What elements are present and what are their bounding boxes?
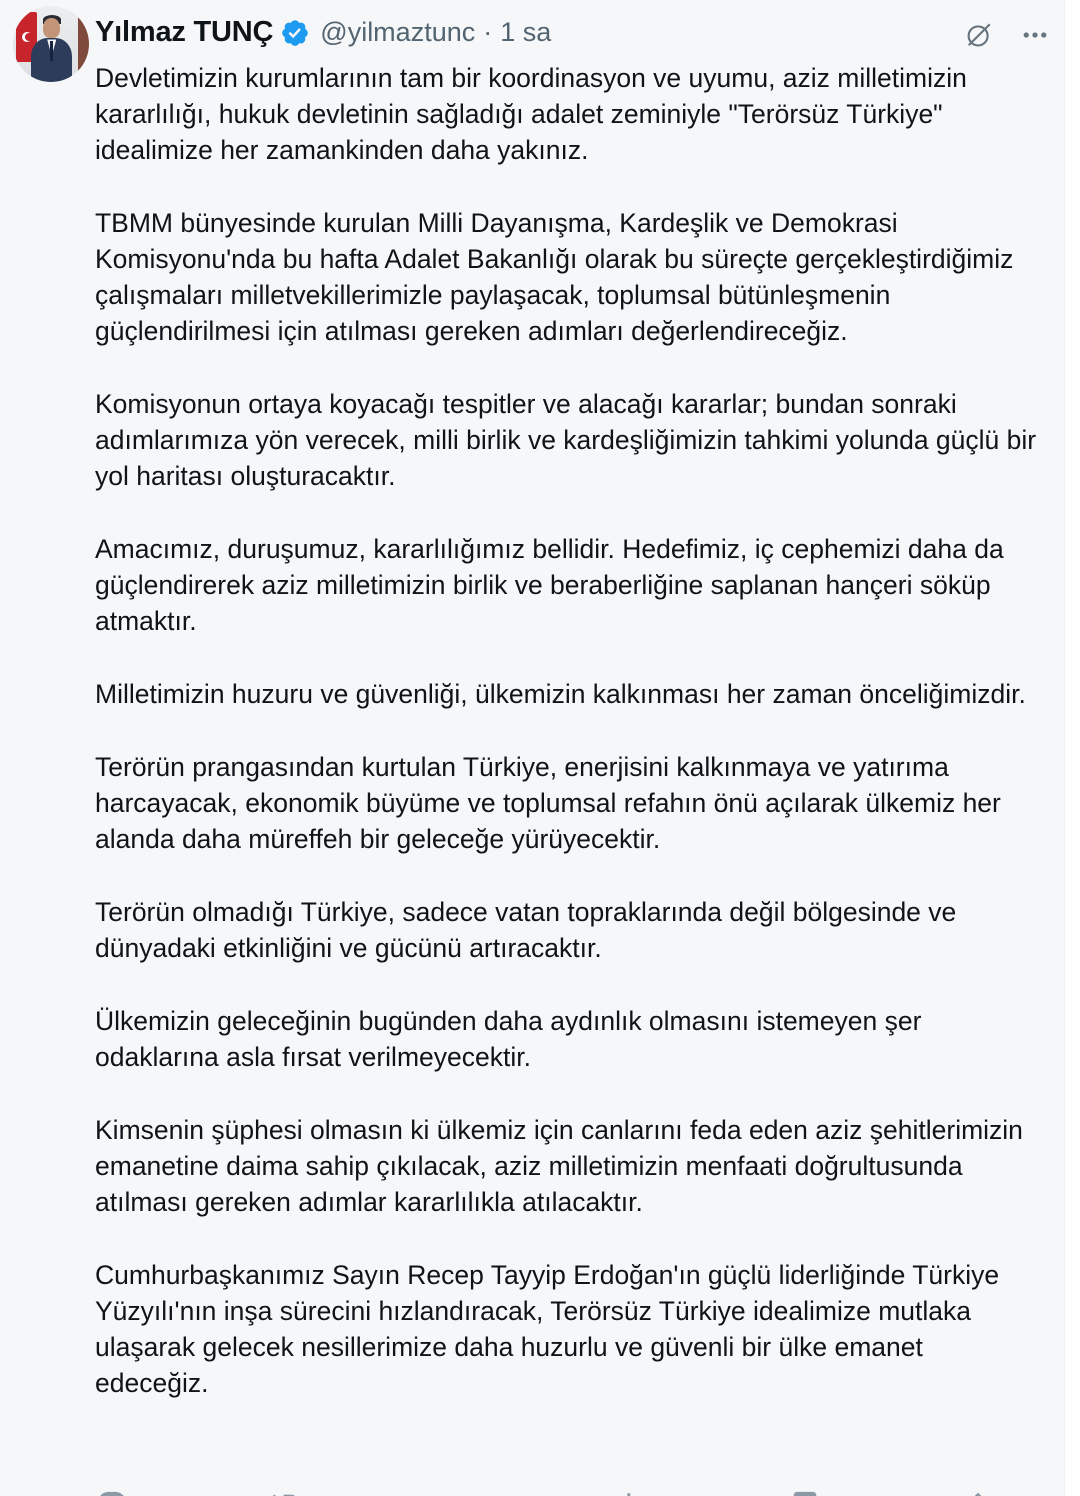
tweet-paragraph: Kimsenin şüphesi olmasın ki ülkemiz için canlarını feda eden aziz şehitlerimizin emanetine daima sahip çıkılacak, aziz milletimizin menfaati doğrultusunda atılması gereken adımlar kararlılıkla atılacaktır. (95, 1115, 1023, 1217)
header-actions (964, 16, 1050, 50)
author-name-row (95, 16, 551, 49)
tweet-paragraph: Terörün olmadığı Türkiye, sadece vatan topraklarında değil bölgesinde ve dünyadaki etkinliğini ve gücünü artıracaktır. (95, 897, 957, 963)
author-handle[interactable]: @yilmaztunc (320, 17, 476, 47)
page-gutter (1064, 0, 1080, 1496)
author-meta (320, 17, 551, 48)
flag-crescent (22, 32, 32, 42)
tweet-paragraph: Ülkemizin geleceğinin bugünden daha aydınlık olmasını istemeyen şer odaklarına asla fırsat verilmeyecektir. (95, 1006, 922, 1072)
tweet-paragraph: Devletimizin kurumlarının tam bir koordinasyon ve uyumu, aziz milletimizin kararlılığı, hukuk devletinin sağladığı adalet zeminiyle "Terörsüz Türkiye" idealimize her zamankinden daha yakınız. (95, 63, 967, 165)
timestamp[interactable]: 1 sa (500, 17, 552, 47)
tweet-header (0, 0, 1080, 50)
reply-icon[interactable] (95, 1489, 129, 1496)
tweet-paragraph: Milletimizin huzuru ve güvenliği, ülkemizin kalkınması her zaman önceliğimizdir. (95, 679, 1026, 709)
grok-icon[interactable] (964, 20, 994, 50)
like-icon[interactable] (441, 1489, 475, 1496)
tweet-paragraph: Amacımız, duruşumuz, kararlılığımız bellidir. Hedefimiz, iç cephemizi daha da güçlendirerek aziz milletimizin birlik ve beraberliğine saplanan hançeri söküp atmaktır. (95, 534, 1004, 636)
bookmark-icon[interactable] (788, 1489, 822, 1496)
repost-icon[interactable] (268, 1489, 302, 1496)
meta-separator: · (483, 17, 493, 47)
views-icon[interactable] (615, 1489, 649, 1496)
verified-badge-icon (280, 18, 310, 48)
share-icon[interactable] (961, 1489, 995, 1496)
avatar-tie (50, 41, 53, 61)
tweet-paragraph: Terörün prangasından kurtulan Türkiye, enerjisini kalkınmaya ve yatırıma harcayacak, ekonomik büyüme ve toplumsal refahın önü açılarak ülkemiz her alanda daha müreffeh bir geleceğe yürüyecektir. (95, 752, 1001, 854)
avatar-face (43, 18, 60, 38)
tweet-paragraph: Cumhurbaşkanımız Sayın Recep Tayyip Erdoğan'ın güçlü liderliğinde Türkiye Yüzyılı'nın inşa sürecini hızlandıracak, Terörsüz Türkiye idealimize mutlaka ulaşarak gelecek nesillerimize daha huzurlu ve güvenli bir ülke emanet edeceğiz. (95, 1260, 1000, 1398)
avatar-background (78, 6, 89, 82)
more-icon[interactable] (1020, 20, 1050, 50)
action-bar (95, 1489, 995, 1496)
avatar[interactable] (13, 6, 89, 82)
tweet-paragraph: Komisyonun ortaya koyacağı tespitler ve alacağı kararlar; bundan sonraki adımlarımıza yön verecek, milli birlik ve kardeşliğimizin tahkimi yolunda güçlü bir yol haritası oluşturacaktır. (95, 389, 1037, 491)
tweet-text (95, 60, 1038, 1401)
tweet-paragraph: TBMM bünyesinde kurulan Milli Dayanışma, Kardeşlik ve Demokrasi Komisyonu'nda bu hafta Adalet Bakanlığı olarak bu süreçte gerçekleştirdiğimiz çalışmaları milletvekillerimizle paylaşacak, toplumsal bütünleşmenin güçlendirilmesi için atılması gereken adımları değerlendireceğiz. (95, 208, 1014, 346)
author-display-name[interactable]: Yılmaz TUNÇ (95, 16, 274, 48)
